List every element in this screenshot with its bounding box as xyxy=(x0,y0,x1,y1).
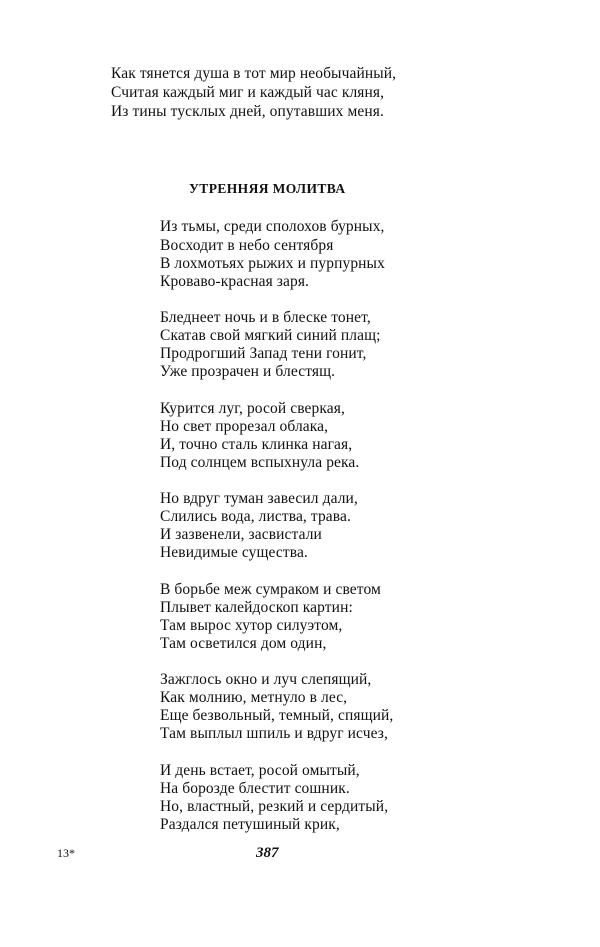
poem-line: Зажглось окно и луч слепящий, xyxy=(160,671,372,688)
poem-line: И зазвенели, засвистали xyxy=(160,526,322,543)
poem-line: Восходит в небо сентября xyxy=(160,237,334,254)
signature-mark: 13* xyxy=(57,846,75,860)
page-number: 387 xyxy=(256,845,279,861)
poem-line: Бледнеет ночь и в блеске тонет, xyxy=(160,309,371,326)
poem-line: В борьбе меж сумраком и светом xyxy=(160,581,381,598)
poem-line: Там вырос хутор силуэтом, xyxy=(160,617,343,634)
poem-line: Но вдруг туман завесил дали, xyxy=(160,490,358,507)
poem-line: Но свет прорезал облака, xyxy=(160,418,329,435)
poem-line: Там осветился дом один, xyxy=(160,635,327,652)
poem-line: Курится луг, росой сверкая, xyxy=(160,400,345,417)
poem-line: Там выплыл шпиль и вдруг исчез, xyxy=(160,725,388,742)
poem-line: Плывет калейдоскоп картин: xyxy=(160,599,353,616)
poem-line: На борозде блестит сошник. xyxy=(160,780,350,797)
poem-line: Еще безвольный, темный, спящий, xyxy=(160,707,394,724)
poem-line: Под солнцем вспыхнула река. xyxy=(160,454,360,471)
poem-line: Но, властный, резкий и сердитый, xyxy=(160,798,389,815)
poem-line: И день встает, росой омытый, xyxy=(160,762,360,779)
poem-line: Уже прозрачен и блестящ. xyxy=(160,363,336,380)
poem-line: Как молнию, метнуло в лес, xyxy=(160,689,348,706)
poem-line: Невидимые существа. xyxy=(160,544,308,561)
poem-line: В лохмотьях рыжих и пурпурных xyxy=(160,255,385,272)
poem-line: Из тьмы, среди сполохов бурных, xyxy=(160,218,385,235)
poem-line: Скатав свой мягкий синий плащ; xyxy=(160,327,381,344)
poem-line: И, точно сталь клинка нагая, xyxy=(160,436,353,453)
poem-line: Считая каждый миг и каждый час кляня, xyxy=(111,84,385,101)
poem-line: Кроваво-красная заря. xyxy=(160,273,310,290)
poem-line: Продрогший Запад тени гонит, xyxy=(160,345,367,362)
poem-line: Раздался петушиный крик, xyxy=(160,816,340,833)
poem-line: Из тины тусклых дней, опутавших меня. xyxy=(111,103,384,120)
poem-line: Как тянется душа в тот мир необычайный, xyxy=(111,65,397,82)
poem-line: Слились вода, листва, трава. xyxy=(160,508,351,525)
poem-title: УТРЕННЯЯ МОЛИТВА xyxy=(189,181,346,196)
